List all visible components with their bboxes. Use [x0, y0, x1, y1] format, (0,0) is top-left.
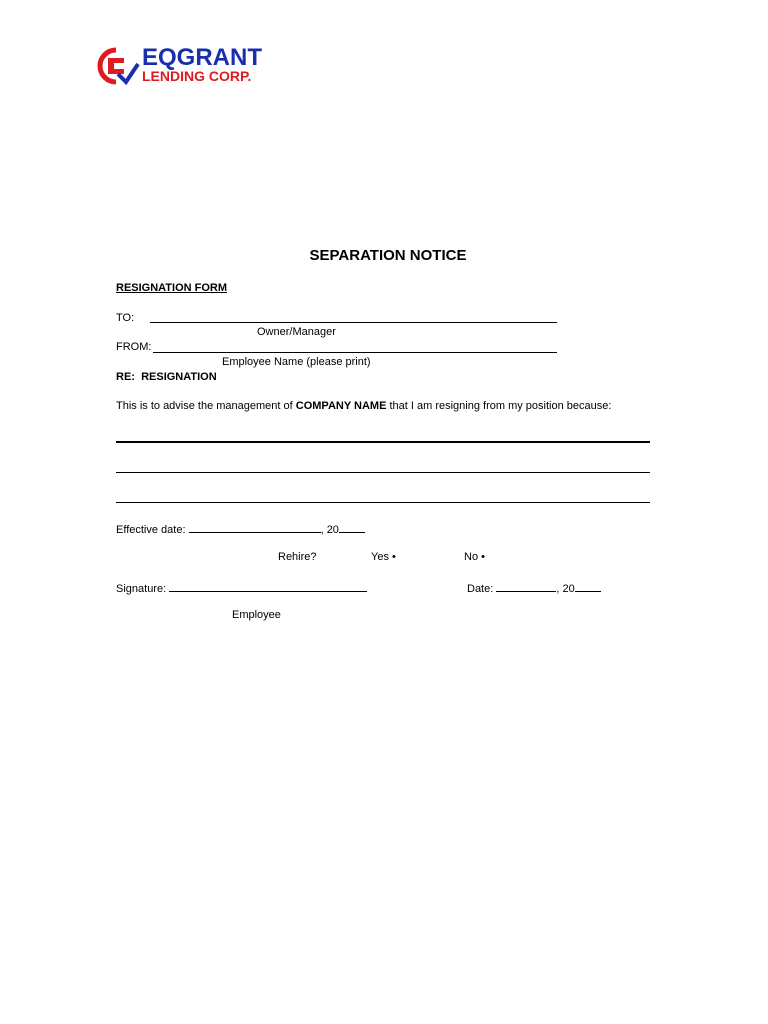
from-label: FROM: — [116, 341, 152, 353]
signature-field[interactable] — [169, 580, 367, 592]
to-label: TO: — [116, 312, 135, 324]
advise-suffix: that I am resigning from my position because: — [386, 400, 612, 412]
date-label: Date: — [467, 583, 497, 595]
effective-date-sep: , 20 — [320, 524, 339, 536]
rehire-yes-option[interactable] — [371, 551, 396, 563]
re-value: RESIGNATION — [141, 371, 217, 383]
rehire-yes-label: Yes — [371, 551, 389, 563]
date-row — [467, 580, 601, 595]
re-line — [116, 371, 217, 383]
date-sep: , 20 — [556, 583, 575, 595]
rehire-no-bullet: • — [481, 551, 485, 563]
re-label: RE: — [116, 371, 135, 383]
signature-row — [116, 580, 367, 595]
logo-line-2: LENDING CORP. — [142, 68, 252, 84]
date-field[interactable] — [496, 580, 556, 592]
to-field[interactable] — [150, 322, 557, 323]
reason-line-3[interactable] — [116, 502, 650, 503]
rehire-no-option[interactable] — [464, 551, 485, 563]
signature-caption: Employee — [232, 609, 281, 621]
logo-line-1: EQGRANT — [142, 44, 262, 71]
signature-label: Signature: — [116, 583, 170, 595]
advise-prefix: This is to advise the management of — [116, 400, 296, 412]
reason-line-2[interactable] — [116, 472, 650, 473]
reason-line-1[interactable] — [116, 441, 650, 443]
rehire-label: Rehire? — [278, 551, 317, 563]
effective-date-label: Effective date: — [116, 524, 189, 536]
date-year-field[interactable] — [575, 580, 601, 592]
from-field[interactable] — [153, 352, 557, 353]
effective-date-field[interactable] — [189, 521, 321, 533]
from-caption: Employee Name (please print) — [222, 356, 371, 368]
effective-year-field[interactable] — [339, 521, 365, 533]
page-title: SEPARATION NOTICE — [309, 247, 467, 264]
company-name: COMPANY NAME — [295, 400, 387, 412]
rehire-no-label: No — [464, 551, 479, 563]
eqgrant-logo-icon — [94, 44, 140, 88]
effective-date-row — [116, 521, 365, 536]
company-logo — [94, 44, 294, 88]
to-caption: Owner/Manager — [257, 326, 336, 338]
form-heading: RESIGNATION FORM — [116, 282, 228, 294]
rehire-yes-bullet: • — [392, 551, 396, 563]
advise-sentence — [116, 400, 611, 412]
